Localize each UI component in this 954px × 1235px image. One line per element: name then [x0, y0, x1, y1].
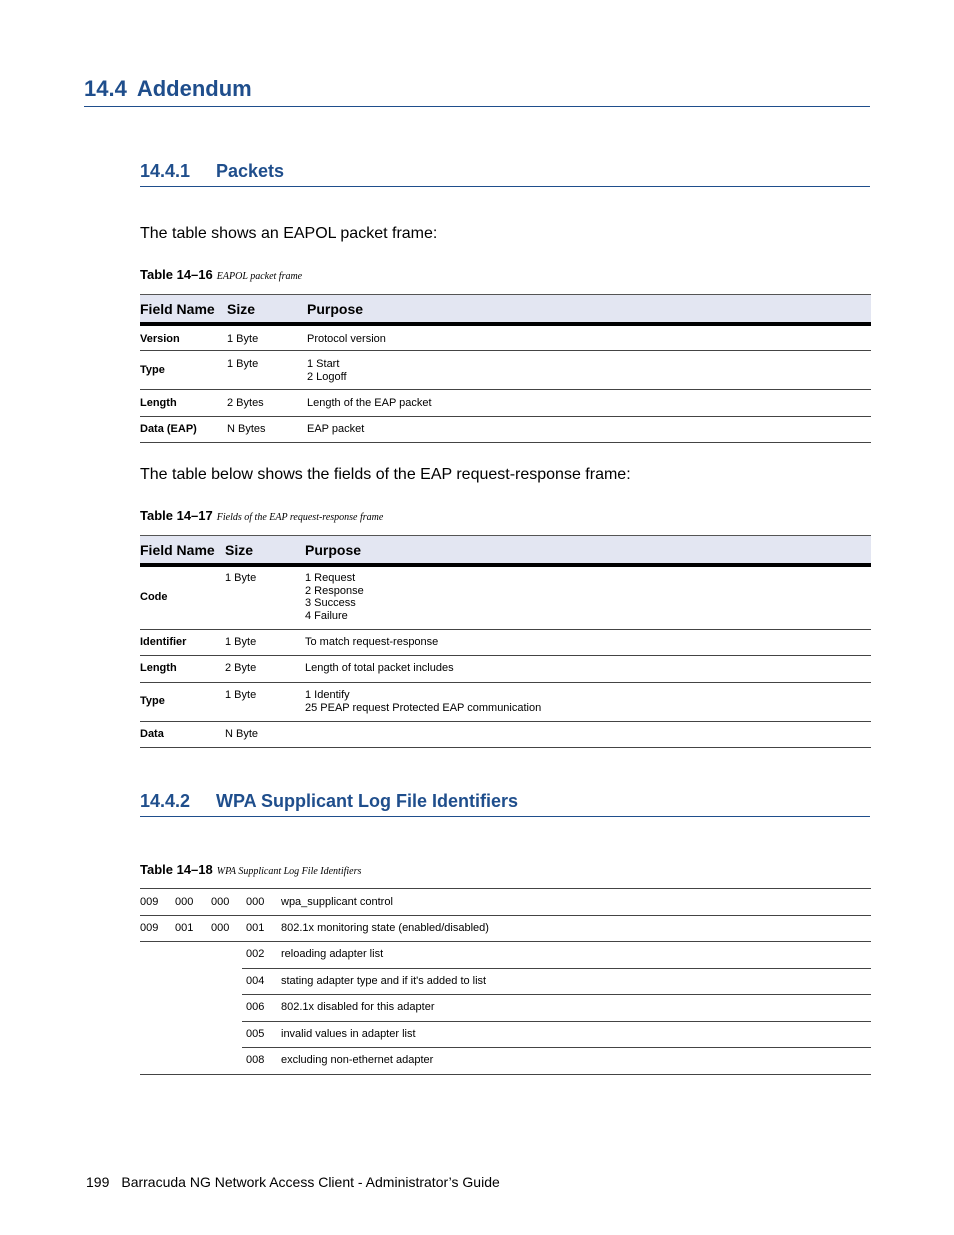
page-number: 199 — [86, 1174, 110, 1190]
table3-caption-text: WPA Supplicant Log File Identifiers — [216, 866, 362, 877]
table-row — [242, 969, 871, 995]
packets-heading-title: Packets — [216, 161, 285, 181]
table1-caption-label: Table 14–16 — [140, 267, 213, 282]
wpa-heading — [140, 791, 518, 812]
log-code-4: 000 — [246, 896, 265, 908]
col-field-name: Field Name — [140, 301, 215, 317]
log-code-1: 009 — [140, 922, 159, 934]
field-name: Length — [140, 662, 177, 674]
field-purpose: Length of the EAP packet — [307, 397, 432, 409]
log-code-4: 001 — [246, 922, 265, 934]
field-purpose: 1 Start — [307, 358, 340, 370]
wpa-log-table — [140, 888, 871, 1075]
section-number: 14.4 — [84, 76, 127, 101]
table-row — [140, 326, 871, 351]
table2-caption — [140, 508, 383, 523]
log-description: 802.1x monitoring state (enabled/disabled) — [281, 922, 489, 934]
table3-caption — [140, 862, 361, 877]
field-size: 1 Byte — [225, 636, 257, 648]
log-code-4: 008 — [246, 1054, 265, 1066]
packets-heading-number: 14.4.1 — [140, 161, 191, 181]
table-row — [140, 656, 871, 683]
table-row — [242, 942, 871, 969]
table-row — [140, 1048, 871, 1075]
packets-intro-2: The table below shows the fields of the EAP request-response frame: — [140, 466, 631, 483]
col-field-name: Field Name — [140, 542, 215, 558]
eap-table — [140, 535, 871, 748]
log-description: wpa_supplicant control — [281, 896, 393, 908]
table-row — [140, 889, 871, 916]
page-footer — [86, 1174, 500, 1190]
log-code-4: 002 — [246, 948, 265, 960]
col-size: Size — [225, 542, 254, 558]
table-row — [140, 390, 871, 417]
field-size: 1 Byte — [225, 689, 257, 701]
field-purpose: 2 Logoff — [307, 370, 347, 383]
table-row — [140, 722, 871, 748]
eap-table-header — [140, 535, 871, 567]
field-size: 2 Byte — [225, 662, 257, 674]
log-code-2: 001 — [175, 922, 194, 934]
log-code-2: 000 — [175, 896, 194, 908]
table1-caption-text: EAPOL packet frame — [216, 271, 303, 282]
table-row — [140, 567, 871, 630]
field-purpose: 3 Success — [305, 597, 356, 609]
table2-caption-text: Fields of the EAP request-response frame — [216, 512, 384, 523]
log-description: invalid values in adapter list — [281, 1028, 416, 1040]
footer-title: Barracuda NG Network Access Client - Administrator’s Guide — [121, 1174, 500, 1190]
table3-caption-label: Table 14–18 — [140, 862, 213, 877]
field-purpose: 4 Failure — [305, 609, 348, 622]
wpa-rule — [140, 816, 870, 817]
table-row — [140, 351, 871, 390]
field-purpose: To match request-response — [305, 636, 439, 648]
log-description: stating adapter type and if it's added to list — [281, 975, 487, 987]
field-name: Version — [140, 333, 180, 345]
eapol-table — [140, 294, 871, 443]
field-size: 2 Bytes — [227, 397, 264, 409]
section-heading — [84, 76, 252, 102]
field-purpose: Protocol version — [307, 333, 386, 345]
eapol-table-header — [140, 294, 871, 326]
field-purpose: 1 Request — [305, 572, 356, 584]
packets-heading — [140, 161, 284, 182]
field-purpose: 25 PEAP request Protected EAP communication — [305, 701, 542, 714]
log-code-3: 000 — [211, 922, 230, 934]
field-name: Length — [140, 397, 177, 409]
field-name: Code — [140, 591, 168, 603]
col-purpose: Purpose — [307, 301, 364, 317]
log-code-4: 004 — [246, 975, 265, 987]
table-row — [242, 1022, 871, 1048]
table-row — [140, 630, 871, 656]
field-size: N Byte — [225, 728, 259, 740]
log-code-4: 005 — [246, 1028, 265, 1040]
table-row — [140, 916, 871, 942]
table-row — [242, 995, 871, 1022]
field-name: Data (EAP) — [140, 423, 197, 435]
section-title: Addendum — [136, 76, 252, 101]
log-code-4: 006 — [246, 1001, 265, 1013]
log-code-1: 009 — [140, 896, 159, 908]
field-purpose: 1 Identify — [305, 689, 350, 701]
field-purpose: Length of total packet includes — [305, 662, 454, 674]
field-purpose: EAP packet — [307, 423, 365, 435]
field-purpose: 2 Response — [305, 584, 364, 597]
table-row — [140, 683, 871, 722]
field-size: N Bytes — [227, 423, 266, 435]
log-description: reloading adapter list — [281, 948, 384, 960]
col-purpose: Purpose — [305, 542, 362, 558]
table1-caption — [140, 267, 302, 282]
field-size: 1 Byte — [227, 333, 259, 345]
section-rule — [84, 106, 870, 107]
field-name: Data — [140, 728, 164, 740]
field-name: Type — [140, 695, 165, 707]
log-description: excluding non-ethernet adapter — [281, 1054, 434, 1066]
table-row — [140, 417, 871, 443]
packets-rule — [140, 186, 870, 187]
wpa-heading-number: 14.4.2 — [140, 791, 191, 811]
col-size: Size — [227, 301, 256, 317]
field-name: Type — [140, 364, 165, 376]
log-description: 802.1x disabled for this adapter — [281, 1001, 435, 1013]
table2-caption-label: Table 14–17 — [140, 508, 213, 523]
log-code-3: 000 — [211, 896, 230, 908]
field-size: 1 Byte — [227, 358, 259, 370]
wpa-heading-title: WPA Supplicant Log File Identifiers — [216, 791, 519, 811]
packets-intro-1: The table shows an EAPOL packet frame: — [140, 225, 438, 242]
field-size: 1 Byte — [225, 572, 257, 584]
field-name: Identifier — [140, 636, 187, 648]
